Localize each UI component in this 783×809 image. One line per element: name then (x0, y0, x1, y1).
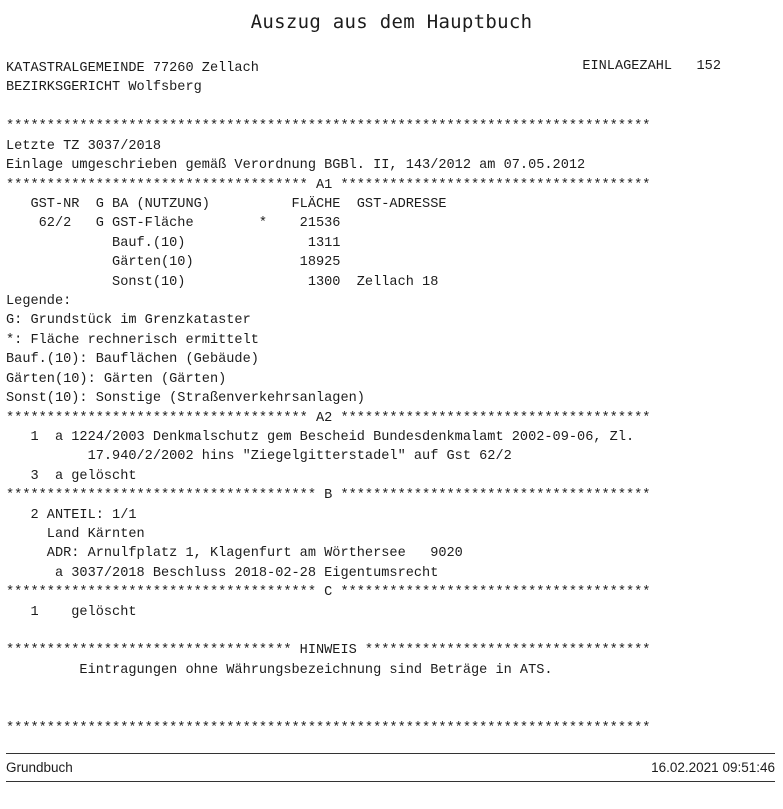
section-divider: ************************************** B ************************************** (6, 488, 651, 504)
ledger-line: 17.940/2/2002 hins "Ziegelgitterstadel" auf Gst 62/2 (6, 449, 512, 465)
einlagezahl: EINLAGEZAHL 152 (582, 59, 721, 74)
footer-rule-top (6, 753, 775, 754)
ledger-line (6, 98, 650, 117)
ledger-line: 62/2 G GST-Fläche * 21536 (6, 216, 341, 232)
ledger-line (6, 700, 650, 719)
ledger-line: ADR: Arnulfplatz 1, Klagenfurt am Wörthersee 9020 (6, 546, 463, 562)
ledger-line: Sonst(10) 1300 Zellach 18 (6, 274, 439, 290)
section-divider: ******************************************************************************* (6, 119, 651, 135)
section-divider: ************************************** C ************************************** (6, 585, 651, 601)
footer-source: Grundbuch (6, 760, 73, 775)
ledger-line: Bauf.(10) 1311 (6, 235, 341, 251)
ledger-line: Eintragungen ohne Währungsbezeichnung sind Beträge in ATS. (6, 662, 553, 678)
document-title: Auszug aus dem Hauptbuch (250, 11, 533, 33)
ledger-line: 3 a gelöscht (6, 468, 137, 484)
ledger-line: Gärten(10): Gärten (Gärten) (6, 371, 227, 387)
footer-rule-bottom (6, 781, 775, 782)
ledger-line: G: Grundstück im Grenzkataster (6, 313, 251, 329)
ledger-line: GST-NR G BA (NUTZUNG) FLÄCHE GST-ADRESSE (6, 197, 447, 213)
footer-timestamp: 16.02.2021 09:51:46 (651, 760, 775, 775)
ledger-line: *: Fläche rechnerisch ermittelt (6, 332, 259, 348)
ledger-line (6, 622, 650, 641)
ledger-line: Bauf.(10): Bauflächen (Gebäude) (6, 352, 259, 368)
ledger-line: 2 ANTEIL: 1/1 (6, 507, 137, 523)
ledger-line: Letzte TZ 3037/2018 (6, 138, 161, 154)
ledger-line (6, 680, 650, 699)
section-divider: *********************************** HINWEIS *********************************** (6, 643, 651, 659)
ledger-line: Sonst(10): Sonstige (Straßenverkehrsanlagen) (6, 391, 365, 407)
ledger-line: Legende: (6, 294, 72, 310)
ledger-line: Land Kärnten (6, 526, 145, 542)
ledger-body (6, 98, 650, 738)
section-divider: ************************************* A1 ************************************** (6, 177, 651, 193)
ledger-line: 1 gelöscht (6, 604, 137, 620)
ledger-line: Gärten(10) 18925 (6, 255, 341, 271)
ledger-line: 1 a 1224/2003 Denkmalschutz gem Bescheid Bundesdenkmalamt 2002-09-06, Zl. (6, 429, 635, 445)
ledger-line: Einlage umgeschrieben gemäß Verordnung BGBl. II, 143/2012 am 07.05.2012 (6, 158, 586, 174)
section-divider: ************************************* A2 ************************************** (6, 410, 651, 426)
bezirksgericht-line: BEZIRKSGERICHT Wolfsberg (6, 80, 202, 95)
katastralgemeinde-line: KATASTRALGEMEINDE 77260 Zellach (6, 61, 259, 76)
ledger-line: a 3037/2018 Beschluss 2018-02-28 Eigentumsrecht (6, 565, 439, 581)
section-divider: ******************************************************************************* (6, 721, 651, 736)
